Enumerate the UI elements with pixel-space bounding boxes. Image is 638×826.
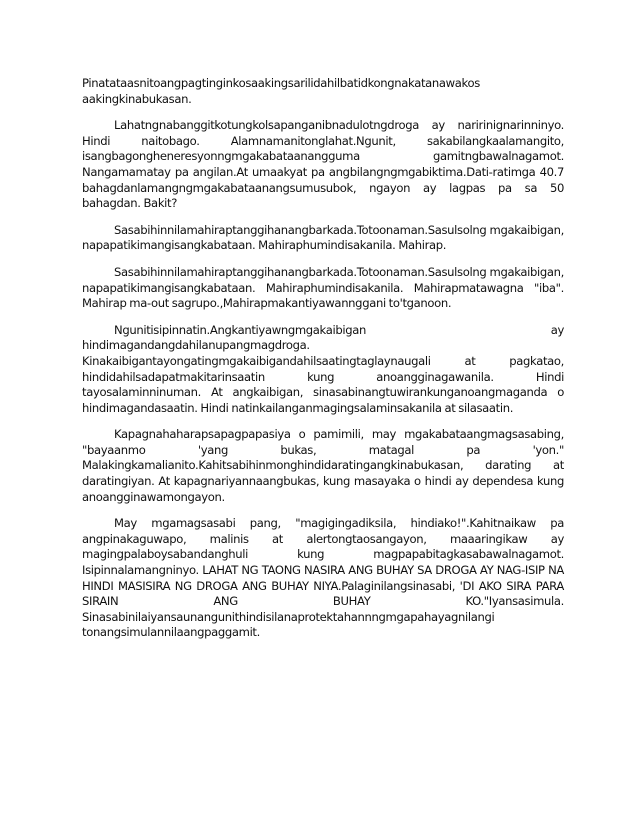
document-body (82, 76, 564, 652)
paragraph-3: Sasabihinnilamahiraptanggihanangbarkada.Totoonaman.Sasulsolng mgakaibigan, napapatikimangisangkabataan. Mahiraphumindisakanila. Mahirap. (82, 222, 564, 253)
paragraph-5: Ngunitisipinnatin.Angkantiyawngmgakaibigan ay hindimagandangdahilanupangmagdroga. Kinakaibigantayongatingmgakaibigandahilsaatingtaglaynaugali at pagkatao, hindidahilsadapatmakitarinsaatin kung anoangginagawanila. Hindi tayosalaminninuman. At angkaibigan, sinasabinangtuwirankunganoangmaganda o hindimagandasaatin. Hindi natinkailanganmagingsalaminsakanila at silasaatin. (82, 322, 564, 415)
paragraph-1: Pinatataasnitoangpagtinginkosaakingsarilidahilbatidkongnakatanawakos aakingkinabukasan. (82, 76, 480, 106)
paragraph-7: May mgamagsasabi pang, "magigingadiksila, hindiako!".Kahitnaikaw pa angpinakaguwapo, malinis at alertongtaosangayon, maaaringikaw ay magingpalaboysabandanghuli kung magpapabitagkasabawalnagamot. Isipinnalamangninyo. LAHAT NG TAONG NASIRA ANG BUHAY SA DROGA AY NAG-ISIP NA HINDI MASISIRA NG DROGA ANG BUHAY NIYA.Palaginilangsinasabi, 'DI AKO SIRA PARA SIRAIN ANG BUHAY KO."Iyansasimula. Sinasabinilaiyansaunangunithindisilanaprotektahannngmgapahayagnilangi tonangsimulannilaangpaggamit. (82, 516, 564, 640)
paragraph-6: Kapagnahaharapsapagpapasiya o pamimili, may mgakabataangmagsasabing, "bayaanmo 'yang bukas, matagal pa 'yon." Malakingkamalianito.Kahitsabihinmonghindidaratingangkinabukasan, darating at daratingiyan. At kapagnariyannaangbukas, kung masayaka o hindi ay dependesa kung anoangginawamongayon. (82, 427, 564, 504)
paragraph-2: Lahatngnabanggitkotungkolsapanganibnadulotngdroga ay naririnignarinninyo. Hindi naitobago. Alamnamanitonglahat.Ngunit, sakabilangkaalamangito, isangbagongheneresyonngmgakabataanangguma gamitngbawalnagamot. Nangamamatay pa angilan.At umaakyat pa angbilangngmgabiktima.Dati-ratimga 40.7 bahagdanlamangngmgakabataanangsumusubok, ngayon ay lagpas pa sa 50 bahagdan. Bakit? (82, 118, 564, 211)
paragraph-4: Sasabihinnilamahiraptanggihanangbarkada.Totoonaman.Sasulsolng mgakaibigan, napapatikimangisangkabataan. Mahiraphumindisakanila. Mahirapmatawagna "iba". Mahirap ma-out sagrupo.,Mahirapmakantiyawannggani to'tganoon. (82, 264, 564, 311)
